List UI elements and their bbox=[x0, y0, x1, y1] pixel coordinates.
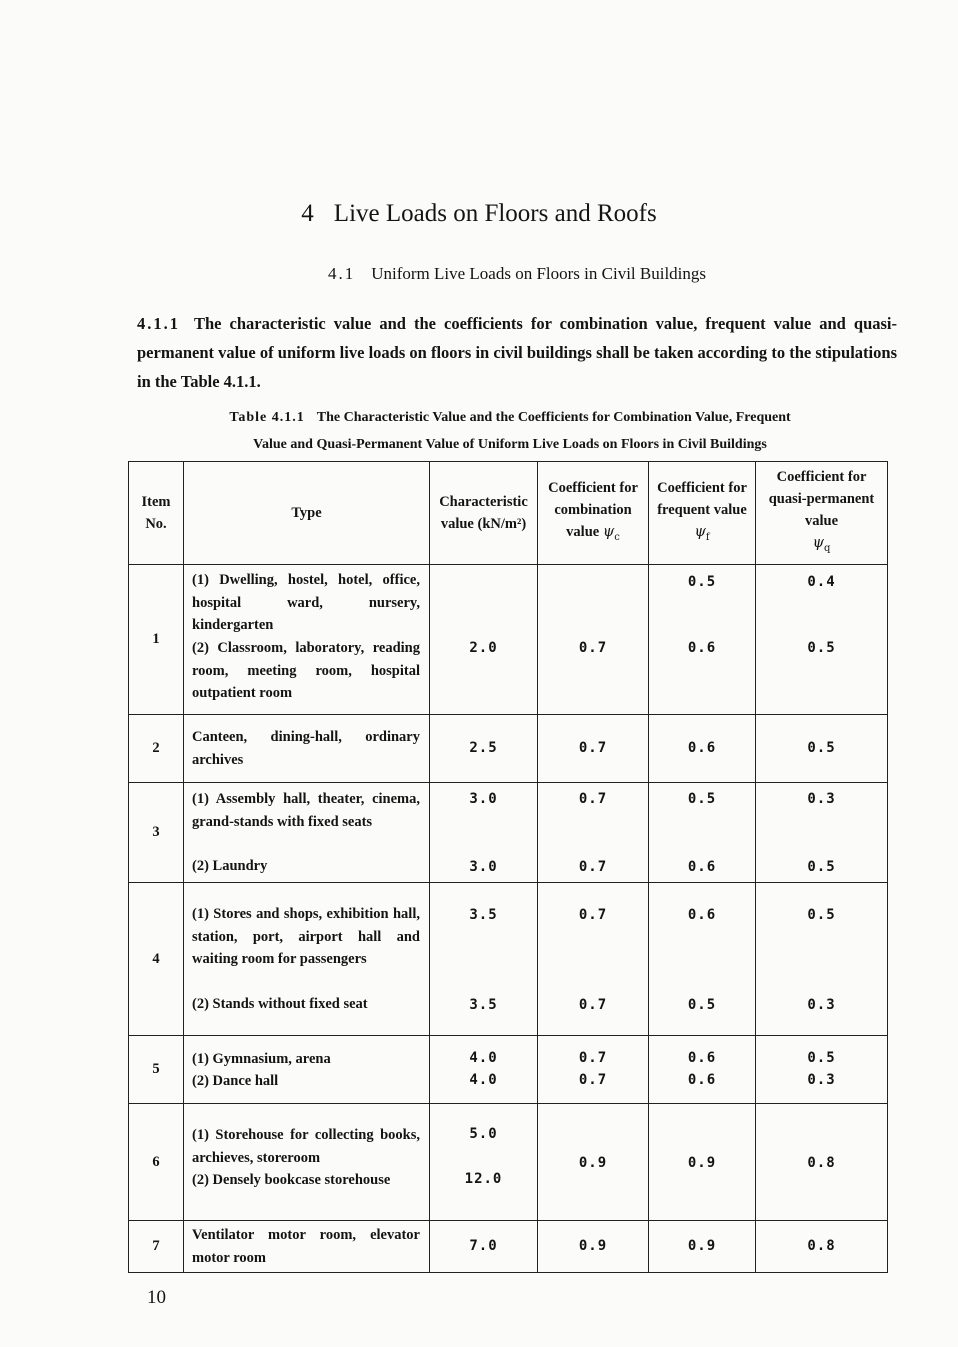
header-quasi-line-2: quasi-permanent bbox=[768, 491, 875, 508]
table-row bbox=[129, 883, 888, 1036]
characteristic-value: 3.5 bbox=[469, 997, 498, 1013]
table-number: Table 4.1.1 bbox=[229, 410, 305, 425]
psi-c-subscript: c bbox=[614, 531, 620, 543]
header-comb-line-1: Coefficient for bbox=[548, 480, 638, 497]
frequent-coefficient: 0.6 bbox=[687, 1050, 717, 1066]
type-entry-2: (2) Densely bookcase storehouse bbox=[192, 1172, 391, 1188]
frequent-coefficient-cell bbox=[649, 565, 756, 715]
characteristic-value: 5.0 bbox=[469, 1126, 498, 1142]
section-title-text: Uniform Live Loads on Floors in Civil Buildings bbox=[371, 264, 707, 283]
combination-coefficient-cell bbox=[538, 783, 649, 883]
characteristic-value-cell bbox=[430, 1221, 538, 1273]
table-caption-line-1 bbox=[150, 404, 870, 431]
header-comb-line-2: combination bbox=[554, 502, 632, 519]
frequent-coefficient: 0.5 bbox=[687, 574, 717, 590]
frequent-coefficient: 0.9 bbox=[687, 1238, 717, 1254]
characteristic-value-cell bbox=[430, 1104, 538, 1221]
live-loads-table bbox=[128, 461, 888, 1273]
quasi-permanent-coefficient-cell bbox=[756, 565, 888, 715]
type-entry-1: Canteen, dining-hall, ordinary archives bbox=[192, 729, 420, 768]
type-entry-1: (1) Gymnasium, arena bbox=[192, 1051, 331, 1067]
header-quasi-line-1: Coefficient for bbox=[776, 469, 867, 486]
psi-c-symbol bbox=[602, 524, 620, 543]
characteristic-value: 4.0 bbox=[469, 1072, 498, 1088]
combination-coefficient: 0.7 bbox=[578, 907, 608, 923]
header-item-line: Item bbox=[141, 494, 171, 510]
header-freq-line-1: Coefficient for bbox=[657, 480, 747, 497]
type-entry-1: (1) Assembly hall, theater, cinema, grand-stands with fixed seats bbox=[192, 791, 420, 830]
characteristic-value-cell bbox=[430, 715, 538, 783]
item-number: 6 bbox=[129, 1104, 184, 1221]
type-cell bbox=[184, 883, 430, 1036]
frequent-coefficient-cell bbox=[649, 883, 756, 1036]
combination-coefficient-cell bbox=[538, 1221, 649, 1273]
quasi-permanent-coefficient: 0.5 bbox=[807, 1050, 836, 1066]
quasi-permanent-coefficient: 0.8 bbox=[807, 1238, 836, 1254]
type-entry-2: (2) Dance hall bbox=[192, 1073, 279, 1089]
frequent-coefficient-cell bbox=[649, 783, 756, 883]
frequent-coefficient: 0.6 bbox=[687, 640, 717, 656]
psi-f-subscript: f bbox=[705, 531, 710, 543]
header-characteristic-value bbox=[430, 462, 538, 565]
quasi-permanent-coefficient-cell bbox=[756, 783, 888, 883]
quasi-permanent-coefficient: 0.5 bbox=[807, 640, 836, 656]
item-number: 2 bbox=[129, 715, 184, 783]
table-row bbox=[129, 715, 888, 783]
frequent-coefficient: 0.6 bbox=[687, 907, 717, 923]
header-freq-line-2: frequent value bbox=[657, 502, 747, 519]
psi-f-letter: ψ bbox=[694, 524, 706, 541]
combination-coefficient: 0.7 bbox=[578, 640, 608, 656]
quasi-permanent-coefficient-cell bbox=[756, 1036, 888, 1104]
clause-paragraph bbox=[137, 309, 897, 396]
quasi-permanent-coefficient-cell bbox=[756, 715, 888, 783]
frequent-coefficient-cell bbox=[649, 1104, 756, 1221]
chapter-title-text: Live Loads on Floors and Roofs bbox=[333, 200, 657, 227]
type-entry-2: (2) Stands without fixed seat bbox=[192, 996, 368, 1012]
table-caption bbox=[150, 404, 870, 458]
header-item-no bbox=[129, 462, 184, 565]
header-comb-line-3 bbox=[538, 521, 648, 549]
type-entry-1: Ventilator motor room, elevator motor room bbox=[192, 1227, 420, 1266]
chapter-title bbox=[0, 200, 958, 228]
characteristic-value-cell bbox=[430, 1036, 538, 1104]
quasi-permanent-coefficient: 0.3 bbox=[807, 791, 836, 807]
header-quasi-line-3: value bbox=[804, 513, 839, 530]
characteristic-value: 4.0 bbox=[469, 1050, 498, 1066]
psi-c-letter: ψ bbox=[602, 524, 615, 541]
characteristic-value-cell bbox=[430, 565, 538, 715]
table-row bbox=[129, 565, 888, 715]
psi-q-subscript: q bbox=[823, 542, 831, 554]
combination-coefficient-cell bbox=[538, 1036, 649, 1104]
frequent-coefficient-cell bbox=[649, 715, 756, 783]
quasi-permanent-coefficient: 0.3 bbox=[807, 1072, 836, 1088]
quasi-permanent-coefficient: 0.3 bbox=[807, 997, 836, 1013]
table-row bbox=[129, 1221, 888, 1273]
header-frequent-coefficient bbox=[649, 462, 756, 565]
combination-coefficient: 0.9 bbox=[578, 1155, 608, 1171]
table-row bbox=[129, 1036, 888, 1104]
combination-coefficient: 0.7 bbox=[578, 859, 608, 875]
quasi-permanent-coefficient-cell bbox=[756, 1104, 888, 1221]
frequent-coefficient-cell bbox=[649, 1036, 756, 1104]
combination-coefficient: 0.7 bbox=[578, 1050, 608, 1066]
item-number: 7 bbox=[129, 1221, 184, 1273]
type-entry-2: (2) Laundry bbox=[192, 858, 268, 874]
type-entry-1: (1) Stores and shops, exhibition hall, station, port, airport hall and waiting room for passengers bbox=[192, 906, 420, 967]
section-number: 4.1 bbox=[327, 264, 356, 283]
chapter-number: 4 bbox=[301, 200, 314, 227]
characteristic-value: 2.5 bbox=[469, 740, 498, 756]
item-number: 4 bbox=[129, 883, 184, 1036]
frequent-coefficient: 0.5 bbox=[687, 791, 717, 807]
quasi-permanent-coefficient: 0.8 bbox=[807, 1155, 836, 1171]
type-cell bbox=[184, 783, 430, 883]
characteristic-value-cell bbox=[430, 783, 538, 883]
characteristic-value: 3.0 bbox=[469, 791, 498, 807]
combination-coefficient: 0.7 bbox=[578, 997, 608, 1013]
psi-f-symbol bbox=[649, 521, 755, 549]
header-char-line-1: Characteristic bbox=[439, 494, 528, 510]
table-caption-text-1: The Characteristic Value and the Coefficients for Combination Value, Frequent bbox=[316, 410, 791, 425]
combination-coefficient: 0.7 bbox=[578, 740, 608, 756]
type-cell bbox=[184, 1221, 430, 1273]
combination-coefficient: 0.7 bbox=[578, 1072, 608, 1088]
type-cell bbox=[184, 565, 430, 715]
table-row bbox=[129, 783, 888, 883]
table-caption-line-2: Value and Quasi-Permanent Value of Uniform Live Loads on Floors in Civil Buildings bbox=[253, 437, 767, 452]
frequent-coefficient: 0.6 bbox=[687, 859, 717, 875]
header-quasi-permanent-coefficient bbox=[756, 462, 888, 565]
item-number: 1 bbox=[129, 565, 184, 715]
clause-number: 4.1.1 bbox=[137, 314, 180, 333]
characteristic-value: 7.0 bbox=[469, 1238, 498, 1254]
header-char-line-2: value (kN/m²) bbox=[440, 516, 527, 532]
page-number: 10 bbox=[147, 1287, 166, 1308]
combination-coefficient-cell bbox=[538, 883, 649, 1036]
header-combination-coefficient bbox=[538, 462, 649, 565]
type-entry-1: (1) Dwelling, hostel, hotel, office, hospital ward, nursery, kindergarten bbox=[192, 572, 420, 633]
table-header-row bbox=[129, 462, 888, 565]
header-no-line: No. bbox=[145, 516, 167, 532]
combination-coefficient-cell bbox=[538, 715, 649, 783]
characteristic-value-cell bbox=[430, 883, 538, 1036]
characteristic-value: 3.0 bbox=[469, 859, 498, 875]
type-cell bbox=[184, 715, 430, 783]
section-title bbox=[0, 264, 958, 284]
type-entry-2: (2) Classroom, laboratory, reading room, meeting room, hospital outpatient room bbox=[192, 640, 420, 701]
table-row bbox=[129, 1104, 888, 1221]
header-comb-value-word: value bbox=[566, 524, 600, 541]
characteristic-value: 3.5 bbox=[469, 907, 498, 923]
psi-q-symbol bbox=[756, 532, 887, 560]
header-type: Type bbox=[184, 462, 430, 565]
quasi-permanent-coefficient-cell bbox=[756, 883, 888, 1036]
item-number: 5 bbox=[129, 1036, 184, 1104]
clause-text: The characteristic value and the coefficients for combination value, frequent value and quasi-permanent value of uniform live loads on floors in civil buildings shall be taken according to the stipulations in the Table 4.1.1. bbox=[137, 314, 897, 391]
quasi-permanent-coefficient: 0.5 bbox=[807, 740, 836, 756]
combination-coefficient-cell bbox=[538, 565, 649, 715]
item-number: 3 bbox=[129, 783, 184, 883]
frequent-coefficient: 0.5 bbox=[687, 997, 717, 1013]
frequent-coefficient: 0.6 bbox=[687, 1072, 717, 1088]
psi-q-letter: ψ bbox=[812, 535, 824, 552]
type-cell bbox=[184, 1104, 430, 1221]
type-entry-1: (1) Storehouse for collecting books, archieves, storeroom bbox=[192, 1127, 420, 1166]
type-cell bbox=[184, 1036, 430, 1104]
combination-coefficient: 0.9 bbox=[578, 1238, 608, 1254]
frequent-coefficient: 0.6 bbox=[687, 740, 717, 756]
frequent-coefficient-cell bbox=[649, 1221, 756, 1273]
combination-coefficient: 0.7 bbox=[578, 791, 608, 807]
quasi-permanent-coefficient-cell bbox=[756, 1221, 888, 1273]
characteristic-value: 12.0 bbox=[464, 1171, 503, 1187]
quasi-permanent-coefficient: 0.4 bbox=[807, 574, 836, 590]
frequent-coefficient: 0.9 bbox=[687, 1155, 717, 1171]
quasi-permanent-coefficient: 0.5 bbox=[807, 859, 836, 875]
quasi-permanent-coefficient: 0.5 bbox=[807, 907, 836, 923]
combination-coefficient-cell bbox=[538, 1104, 649, 1221]
characteristic-value: 2.0 bbox=[469, 640, 498, 656]
